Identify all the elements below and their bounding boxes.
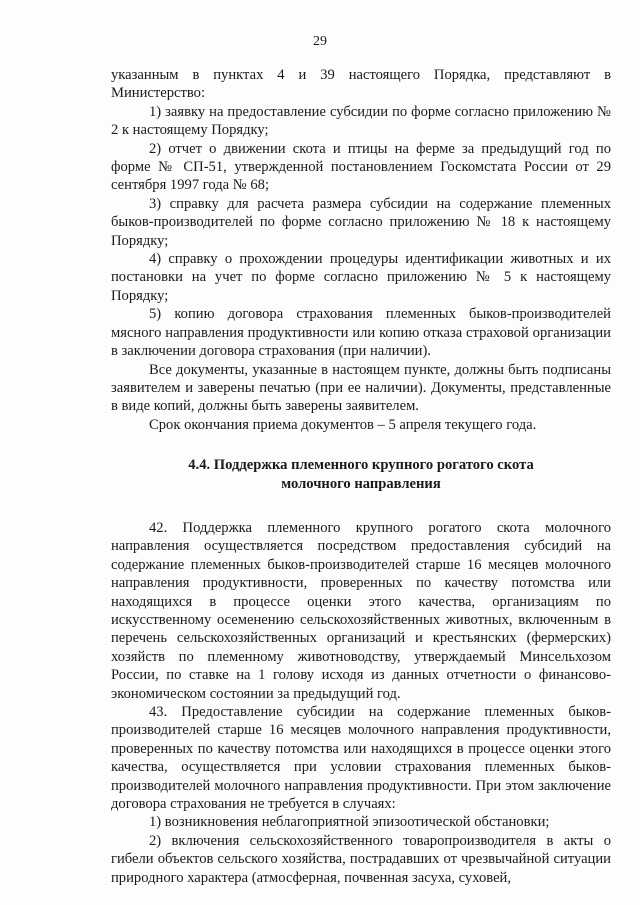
section-heading: [111, 456, 611, 493]
list-item-emergency: 2) включения сельскохозяйственного товаропроизводителя в акты о гибели объектов сельского хозяйства, пострадавших от чрезвычайной ситуации природного характера (атмосферная, почвенная засуха, суховей,: [111, 832, 611, 886]
paragraph-42: 42. Поддержка племенного крупного рогатого скота молочного направления осуществляется посредством предоставления субсидий на содержание племенных быков-производителей старше 16 месяцев молочного направления продуктивности, проверенных по качеству потомства или находящихся в процессе оценки этого качества, организациям по искусственному осеменению сельскохозяйственных животных, включенным в перечень сельскохозяйственных организаций и крестьянских (фермерских) хозяйств по племенному животноводству, утверждаемый Минсельхозом России, по ставке на 1 голову исходя из данных отчетности о финансово-экономическом состоянии за предыдущий год.: [111, 519, 611, 702]
list-item-identification-certificate: 4) справку о прохождении процедуры идентификации животных и их постановки на учет по форме согласно приложению № 5 к настоящему Порядку;: [111, 251, 611, 304]
paragraph-intro: указанным в пунктах 4 и 39 настоящего Порядка, представляют в Министерство:: [111, 67, 611, 102]
list-item-livestock-report: 2) отчет о движении скота и птицы на ферме за предыдущий год по форме № СП-51, утвержденной постановлением Госкомстата России от 29 сентября 1997 года № 68;: [111, 140, 611, 194]
paragraph-documents-signing: Все документы, указанные в настоящем пункте, должны быть подписаны заявителем и заверены печатью (при ее наличии). Документы, представленные в виде копий, должны быть заверены заявителем.: [111, 361, 611, 415]
list-item-subsidy-certificate: 3) справку для расчета размера субсидии на содержание племенных быков-производителей по форме согласно приложению № 18 к настоящему Порядку;: [111, 195, 611, 249]
section-heading-line-1: 4.4. Поддержка племенного крупного рогатого скота: [188, 457, 534, 474]
list-item-epizootic: 1) возникновения неблагоприятной эпизоотической обстановки;: [149, 814, 550, 831]
list-item-application: 1) заявку на предоставление субсидии по форме согласно приложению № 2 к настоящему Порядку;: [111, 103, 611, 139]
paragraph-deadline: Срок окончания приема документов – 5 апреля текущего года.: [149, 416, 537, 433]
page-content: [111, 66, 611, 887]
list-item-insurance-copy: 5) копию договора страхования племенных быков-производителей мясного направления продуктивности или копию отказа страховой организации в заключении договора страхования (при наличии).: [111, 306, 611, 360]
paragraph-43: 43. Предоставление субсидии на содержание племенных быков-производителей старше 16 месяцев молочного направления продуктивности, проверенных по качеству потомства или находящихся в процессе оценки этого качества, осуществляется при условии страхования племенных быков-производителей молочного направления продуктивности. При этом заключение договора страхования не требуется в случаях:: [111, 704, 611, 813]
page-number: 29: [313, 34, 327, 49]
section-heading-line-2: молочного направления: [281, 475, 441, 492]
